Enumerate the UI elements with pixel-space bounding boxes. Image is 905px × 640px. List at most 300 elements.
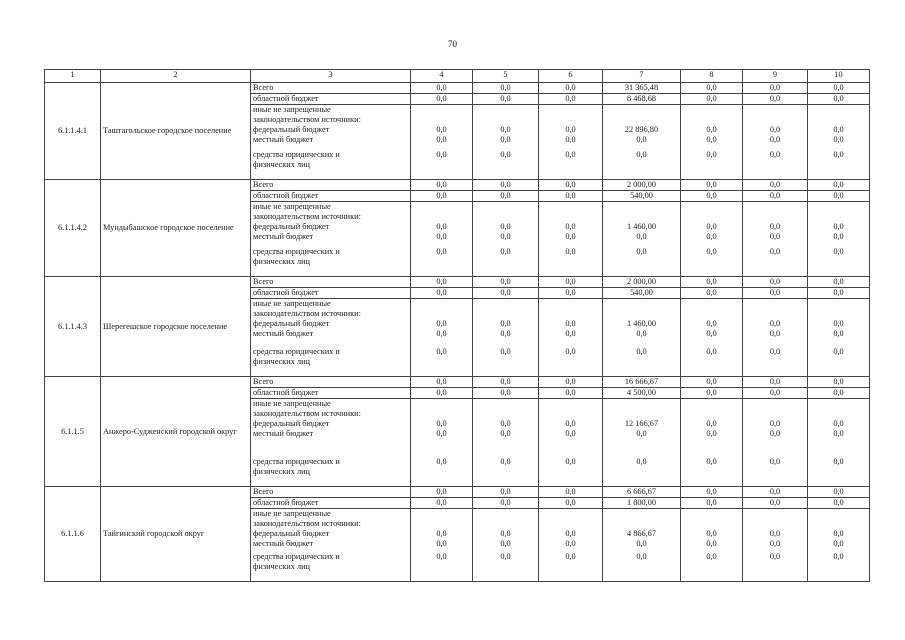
value-cell: 6 666,67 [603,487,681,498]
table-row [45,487,870,498]
value-cell: 0,0 [473,288,539,299]
value-cell-group [411,509,473,582]
value-federal: 0,0 [436,222,447,231]
row-code: 6.1.1.4.2 [45,180,101,277]
value-cell-group [681,202,743,277]
value-cell: 0,0 [808,94,870,105]
value-legal: 0,0 [833,150,844,159]
value-federal: 0,0 [833,529,844,538]
value-federal: 0,0 [833,125,844,134]
value-local: 0,0 [833,429,844,438]
spacer [413,399,470,419]
value-cell-group [411,105,473,180]
value-cell: 0,0 [473,94,539,105]
value-cell-group [681,399,743,487]
category-other-line: законодательством источники: [253,309,361,318]
value-cell: 1 800,00 [603,498,681,509]
value-cell: 2 000,00 [603,277,681,288]
value-federal: 4 866,67 [626,529,657,538]
spacer [475,339,536,347]
spacer [475,299,536,319]
value-federal: 0,0 [769,222,781,231]
value-cell: 0,0 [808,498,870,509]
value-legal: 0,0 [500,247,511,256]
value-legal: 0,0 [769,247,781,256]
value-cell: 0,0 [681,180,743,191]
category-regional: областной бюджет [251,94,411,105]
value-cell: 0,0 [743,277,808,288]
value-cell-group [473,105,539,180]
row-code: 6.1.1.4.3 [45,277,101,377]
value-legal: 0,0 [565,457,576,466]
category-local: местный бюджет [253,135,314,144]
value-cell: 0,0 [808,388,870,399]
value-cell: 4 500,00 [603,388,681,399]
value-cell-group [539,399,603,487]
value-local: 0,0 [500,539,511,548]
value-federal: 0,0 [769,529,781,538]
value-federal: 0,0 [436,319,447,328]
spacer [541,299,600,319]
header-cell: 2 [101,70,251,83]
category-legal-line: средства юридических и [253,457,340,466]
row-code: 6.1.1.6 [45,487,101,582]
value-cell: 16 666,67 [603,377,681,388]
value-cell-group [808,509,870,582]
value-federal: 0,0 [500,222,511,231]
value-cell: 0,0 [681,498,743,509]
spacer [541,439,600,457]
value-cell: 0,0 [473,388,539,399]
row-name: Тайгинский городской округ [101,487,251,582]
spacer [413,439,470,457]
value-local: 0,0 [636,232,647,241]
value-local: 0,0 [706,539,717,548]
spacer [541,399,600,419]
category-other-line: иные не запрещенные [253,399,331,408]
value-cell: 0,0 [743,288,808,299]
table-row [45,377,870,388]
spacer [605,399,678,419]
value-cell: 0,0 [681,83,743,94]
table-row [45,180,870,191]
value-cell: 0,0 [473,277,539,288]
value-cell: 0,0 [473,487,539,498]
value-federal: 0,0 [706,529,717,538]
value-cell-group [681,509,743,582]
value-local: 0,0 [833,135,844,144]
value-cell: 0,0 [743,498,808,509]
category-legal-line: физических лиц [253,357,310,366]
spacer [745,509,805,529]
value-cell-group [808,299,870,377]
value-cell: 0,0 [743,377,808,388]
value-cell: 0,0 [808,377,870,388]
category-legal-line: физических лиц [253,257,310,266]
value-local: 0,0 [436,135,447,144]
value-federal: 0,0 [500,125,511,134]
spacer [810,399,867,419]
value-local: 0,0 [769,539,781,548]
spacer [475,509,536,529]
header-cell: 1 [45,70,101,83]
spacer [810,299,867,319]
spacer [541,339,600,347]
value-cell: 0,0 [473,498,539,509]
value-cell-group [743,509,808,582]
row-code: 6.1.1.5 [45,377,101,487]
value-cell-group [473,202,539,277]
value-local: 0,0 [500,429,511,438]
spacer [810,509,867,529]
value-local: 0,0 [769,135,781,144]
value-legal: 0,0 [436,247,447,256]
spacer [810,105,867,125]
value-cell-group [603,299,681,377]
value-cell: 0,0 [473,83,539,94]
value-cell: 0,0 [681,191,743,202]
value-legal: 0,0 [636,457,647,466]
table-row [45,277,870,288]
spacer [745,105,805,125]
value-cell: 0,0 [808,487,870,498]
value-cell-group [808,399,870,487]
spacer [683,339,740,347]
value-federal: 1 460,00 [626,319,657,328]
category-legal-line: физических лиц [253,467,310,476]
value-federal: 0,0 [565,319,576,328]
value-federal: 0,0 [833,419,844,428]
value-cell-group [743,299,808,377]
header-cell: 5 [473,70,539,83]
category-other-line: иные не запрещенные [253,509,331,518]
value-federal: 0,0 [436,125,447,134]
spacer [605,299,678,319]
value-local: 0,0 [565,329,576,338]
value-legal: 0,0 [436,552,447,561]
value-cell-group [411,202,473,277]
value-cell: 0,0 [743,94,808,105]
value-cell-group [603,105,681,180]
value-cell: 540,00 [603,288,681,299]
category-legal-line: средства юридических и [253,150,340,159]
value-local: 0,0 [769,329,781,338]
category-other-line: законодательством источники: [253,519,361,528]
value-local: 0,0 [565,232,576,241]
header-cell: 8 [681,70,743,83]
category-total: Всего [251,377,411,388]
spacer [413,299,470,319]
header-cell: 7 [603,70,681,83]
spacer [745,399,805,419]
spacer [475,105,536,125]
value-federal: 0,0 [706,222,717,231]
value-cell: 0,0 [539,377,603,388]
value-local: 0,0 [636,539,647,548]
value-legal: 0,0 [500,552,511,561]
value-local: 0,0 [436,429,447,438]
value-legal: 0,0 [833,457,844,466]
header-row [45,70,870,83]
value-cell: 0,0 [681,94,743,105]
value-cell: 0,0 [473,180,539,191]
spacer [605,509,678,529]
value-federal: 0,0 [706,319,717,328]
category-federal: федеральный бюджет [253,125,330,134]
value-legal: 0,0 [500,150,511,159]
budget-table [44,69,870,582]
value-cell: 0,0 [539,180,603,191]
category-other [251,299,411,377]
category-other [251,202,411,277]
category-other [251,509,411,582]
value-federal: 0,0 [833,222,844,231]
category-legal-line: физических лиц [253,562,310,571]
value-legal: 0,0 [833,347,844,356]
value-local: 0,0 [636,135,647,144]
category-legal [253,549,408,572]
value-federal: 0,0 [769,419,781,428]
value-cell-group [473,399,539,487]
value-legal: 0,0 [636,150,647,159]
value-cell: 0,0 [808,180,870,191]
header-cell: 10 [808,70,870,83]
value-federal: 0,0 [565,419,576,428]
category-other [251,399,411,487]
value-cell: 0,0 [681,487,743,498]
category-legal-line: средства юридических и [253,347,340,356]
value-cell: 2 000,00 [603,180,681,191]
value-local: 0,0 [706,135,717,144]
row-name: Мундыбашское городское поселение [101,180,251,277]
category-regional: областной бюджет [251,498,411,509]
category-federal: федеральный бюджет [253,419,330,428]
value-federal: 1 460,00 [626,222,657,231]
value-cell: 0,0 [411,487,473,498]
spacer [683,509,740,529]
category-total: Всего [251,487,411,498]
header-cell: 9 [743,70,808,83]
spacer [683,202,740,222]
value-local: 0,0 [500,329,511,338]
spacer [413,202,470,222]
category-legal-line: средства юридических и [253,552,340,561]
value-cell-group [743,202,808,277]
value-cell: 0,0 [808,277,870,288]
spacer [541,509,600,529]
value-federal: 0,0 [565,529,576,538]
value-local: 0,0 [565,135,576,144]
value-legal: 0,0 [636,247,647,256]
value-legal: 0,0 [436,150,447,159]
spacer [810,339,867,347]
value-local: 0,0 [500,232,511,241]
category-legal [253,242,408,267]
value-cell: 0,0 [473,191,539,202]
value-federal: 0,0 [500,529,511,538]
value-cell: 0,0 [411,83,473,94]
value-local: 0,0 [706,232,717,241]
value-cell: 0,0 [539,83,603,94]
value-federal: 0,0 [833,319,844,328]
spacer [541,202,600,222]
spacer [810,439,867,457]
spacer [683,439,740,457]
value-legal: 0,0 [769,552,781,561]
value-cell: 0,0 [539,277,603,288]
value-cell-group [539,509,603,582]
value-legal: 0,0 [500,457,511,466]
value-federal: 0,0 [565,125,576,134]
value-cell: 0,0 [681,277,743,288]
value-local: 0,0 [769,232,781,241]
category-local: местный бюджет [253,232,314,241]
value-cell-group [473,509,539,582]
value-cell-group [808,202,870,277]
value-legal: 0,0 [706,347,717,356]
value-legal: 0,0 [769,347,781,356]
spacer [413,339,470,347]
category-other-line: иные не запрещенные [253,202,331,211]
value-cell: 0,0 [808,83,870,94]
spacer [541,105,600,125]
value-cell-group [411,299,473,377]
value-cell-group [539,105,603,180]
value-federal: 0,0 [769,319,781,328]
category-local: местный бюджет [253,329,314,338]
value-legal: 0,0 [565,347,576,356]
category-federal: федеральный бюджет [253,222,330,231]
value-cell: 0,0 [743,388,808,399]
spacer [605,202,678,222]
value-local: 0,0 [565,539,576,548]
category-local: местный бюджет [253,539,314,548]
value-cell: 0,0 [808,191,870,202]
category-legal-line: средства юридических и [253,247,340,256]
row-name: Шерегешское городское поселение [101,277,251,377]
spacer [810,202,867,222]
value-cell: 0,0 [681,288,743,299]
header-cell: 3 [251,70,411,83]
value-cell: 0,0 [743,487,808,498]
spacer [475,399,536,419]
value-local: 0,0 [833,329,844,338]
value-federal: 0,0 [500,419,511,428]
value-cell: 0,0 [411,377,473,388]
value-legal: 0,0 [706,457,717,466]
value-cell-group [743,399,808,487]
spacer [745,339,805,347]
category-other-line: законодательством источники: [253,212,361,221]
spacer [605,339,678,347]
table-body [45,70,870,582]
value-legal: 0,0 [706,552,717,561]
spacer [745,202,805,222]
value-local: 0,0 [769,429,781,438]
value-cell: 0,0 [539,94,603,105]
table-row [45,83,870,94]
value-cell-group [539,299,603,377]
value-cell-group [603,509,681,582]
category-federal: федеральный бюджет [253,529,330,538]
category-regional: областной бюджет [251,191,411,202]
value-cell: 0,0 [411,498,473,509]
spacer [683,105,740,125]
value-legal: 0,0 [769,457,781,466]
value-legal: 0,0 [565,150,576,159]
spacer [683,299,740,319]
value-legal: 0,0 [769,150,781,159]
value-legal: 0,0 [436,457,447,466]
value-cell-group [808,105,870,180]
category-regional: областной бюджет [251,288,411,299]
spacer [745,439,805,457]
value-cell-group [743,105,808,180]
category-legal-line: физических лиц [253,160,310,169]
value-federal: 0,0 [706,125,717,134]
value-cell: 0,0 [743,191,808,202]
value-cell: 31 365,48 [603,83,681,94]
value-federal: 0,0 [706,419,717,428]
spacer [605,439,678,457]
value-cell-group [681,105,743,180]
value-legal: 0,0 [636,347,647,356]
value-legal: 0,0 [436,347,447,356]
category-other [251,105,411,180]
category-legal [253,439,408,477]
value-local: 0,0 [500,135,511,144]
value-cell: 0,0 [411,180,473,191]
spacer [605,105,678,125]
value-federal: 12 166,67 [624,419,659,428]
value-cell: 0,0 [681,377,743,388]
value-local: 0,0 [436,329,447,338]
value-cell: 0,0 [473,377,539,388]
value-cell-group [681,299,743,377]
value-legal: 0,0 [706,247,717,256]
spacer [475,439,536,457]
value-cell: 0,0 [411,191,473,202]
value-local: 0,0 [636,329,647,338]
row-name: Таштагольское городское поселение [101,83,251,180]
value-cell: 0,0 [808,288,870,299]
spacer [413,509,470,529]
value-federal: 0,0 [500,319,511,328]
value-legal: 0,0 [565,552,576,561]
category-total: Всего [251,277,411,288]
value-cell: 0,0 [539,288,603,299]
value-cell: 8 468,68 [603,94,681,105]
value-cell: 0,0 [539,487,603,498]
value-local: 0,0 [565,429,576,438]
value-federal: 0,0 [565,222,576,231]
value-cell: 540,00 [603,191,681,202]
value-local: 0,0 [833,539,844,548]
value-cell: 0,0 [539,388,603,399]
spacer [475,202,536,222]
category-other-line: законодательством источники: [253,409,361,418]
value-legal: 0,0 [636,552,647,561]
value-federal: 0,0 [769,125,781,134]
category-legal [253,339,408,367]
category-other-line: законодательством источники: [253,115,361,124]
value-federal: 0,0 [436,419,447,428]
value-local: 0,0 [436,232,447,241]
spacer [413,105,470,125]
value-local: 0,0 [706,429,717,438]
category-regional: областной бюджет [251,388,411,399]
value-cell-group [411,399,473,487]
